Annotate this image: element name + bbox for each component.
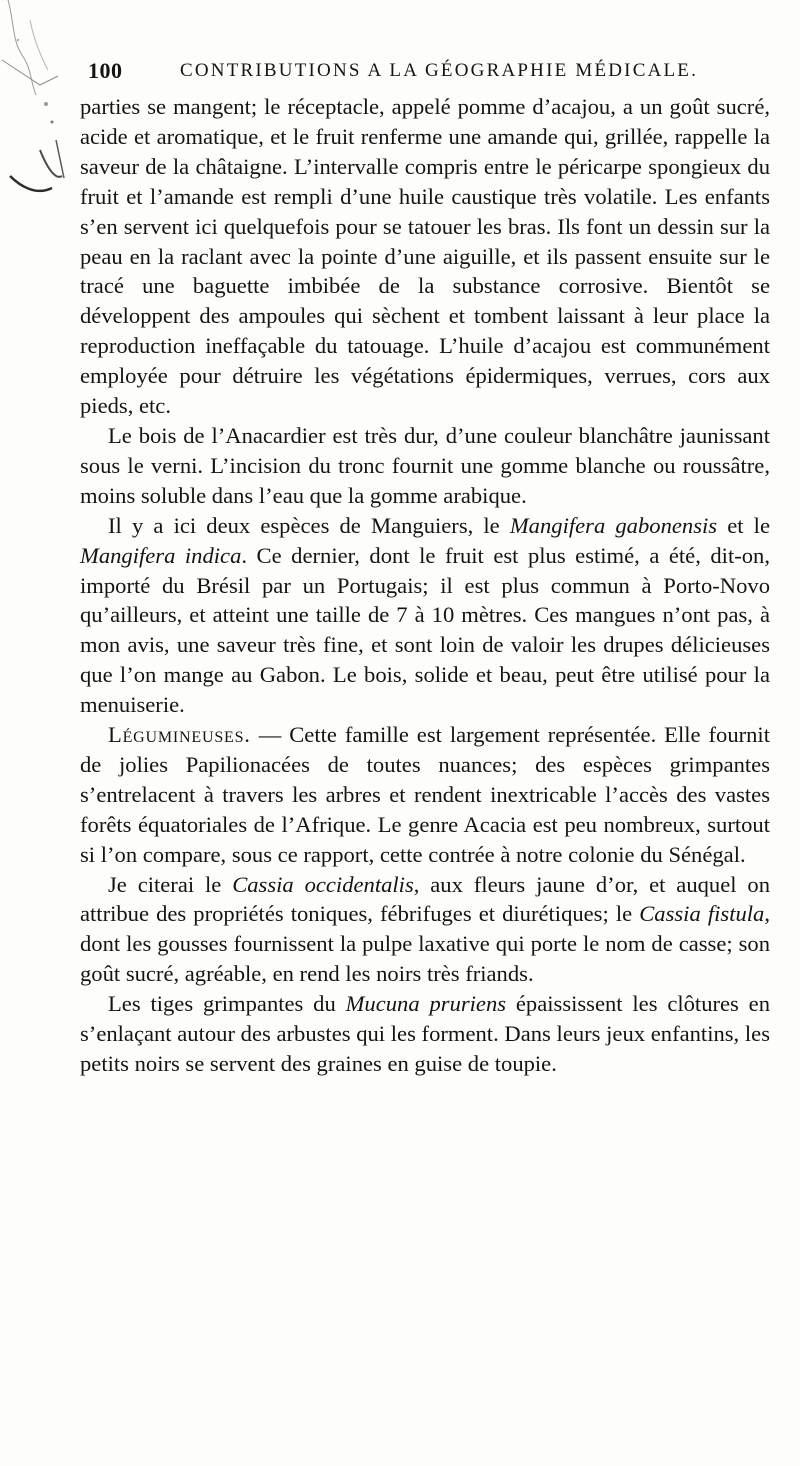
paragraph-4 [80,720,770,870]
paragraph-3-text-a: Il y a ici deux espèces de Manguiers, le [108,512,510,538]
paragraph-3-text-c: . Ce dernier, dont le fruit est plus estimé, a été, dit-on, importé du Brésil par un Portugais; il est plus commun à Porto-Novo qu’ailleurs, et atteint une taille de 7 à 10 mètres. Ces mangues n’ont pas, à mon avis, une saveur très fine, et sont loin de valoir les drupes délicieuses que l’on mange au Gabon. Le bois, solide et beau, peut être utilisé pour la menuiserie. [80,542,770,718]
page-number: 100 [88,58,123,83]
species-name-mucuna-pruriens: Mucuna pruriens [345,991,507,1017]
paragraph-5-text-b: , aux fleurs jaune d’or, et auquel on attribue des propriétés toniques, fébrifuges et diurétiques; le [80,871,770,927]
paragraph-5 [80,870,770,990]
species-name-cassia-fistula: Cassia fistula [639,901,765,927]
paragraph-6-text-b: épaississent les clôtures en s’enlaçant autour des arbustes qui les forment. Dans leurs jeux enfantins, les petits noirs se servent des graines en guise de toupie. [80,991,771,1076]
paragraph-5-text-a: Je citerai le [108,871,233,897]
paragraph-6 [80,989,770,1079]
paragraph-2: Le bois de l’Anacardier est très dur, d’une couleur blanchâtre jaunissant sous le verni. L’incision du tronc fournit une gomme blanche ou roussâtre, moins soluble dans l’eau que la gomme arabique. [80,422,770,508]
species-name-mangifera-indica: Mangifera indica [80,542,242,568]
paragraph-6-text-a: Les tiges grimpantes du [108,991,346,1017]
paragraph-1: parties se mangent; le réceptacle, appelé pomme d’acajou, a un goût sucré, acide et aromatique, et le fruit renferme une amande qui, grillée, rappelle la saveur de la châtaigne. L’intervalle compris entre le péricarpe spongieux du fruit et l’amande est rempli d’une huile caustique très volatile. Les enfants s’en servent ici quelquefois pour se tatouer les bras. Ils font un dessin sur la peau en la raclant avec la pointe d’une aiguille, et ils passent ensuite sur le tracé une baguette imbibée de la substance corrosive. Bientôt se développent des ampoules qui sèchent et tombent laissant à leur place la reproduction ineffaçable du tatouage. L’huile d’acajou est communément employée pour détruire les végétations épidermiques, verrues, cors aux pieds, etc. [80,94,770,419]
section-heading-legumineuses: Légumineuses. [108,722,251,748]
species-name-cassia-occidentalis: Cassia occidentalis [232,871,414,897]
body-text [80,92,770,1079]
running-head: CONTRIBUTIONS A LA GÉOGRAPHIE MÉDICALE. [180,60,699,81]
scan-edge-marks [0,0,70,220]
paragraph-4-text: — Cette famille est largement représentée. Elle fournit de jolies Papilionacées de toutes nuances; des espèces grimpantes s’entrelacent à travers les arbres et rendent inextricable l’accès des vastes forêts équatoriales de l’Afrique. Le genre Acacia est peu nombreux, surtout si l’on compare, sous ce rapport, cette contrée à notre colonie du Sénégal. [80,722,770,867]
paragraph-3-text-b: et le [717,512,770,538]
species-name-mangifera-gabonensis: Mangifera gabonensis [509,512,718,538]
paragraph-5-text-c: , dont les gousses fournissent la pulpe laxative qui porte le nom de casse; son goût sucré, agréable, en rend les noirs très friands. [80,901,770,987]
page-header [88,58,768,92]
paragraph-3 [80,511,770,720]
